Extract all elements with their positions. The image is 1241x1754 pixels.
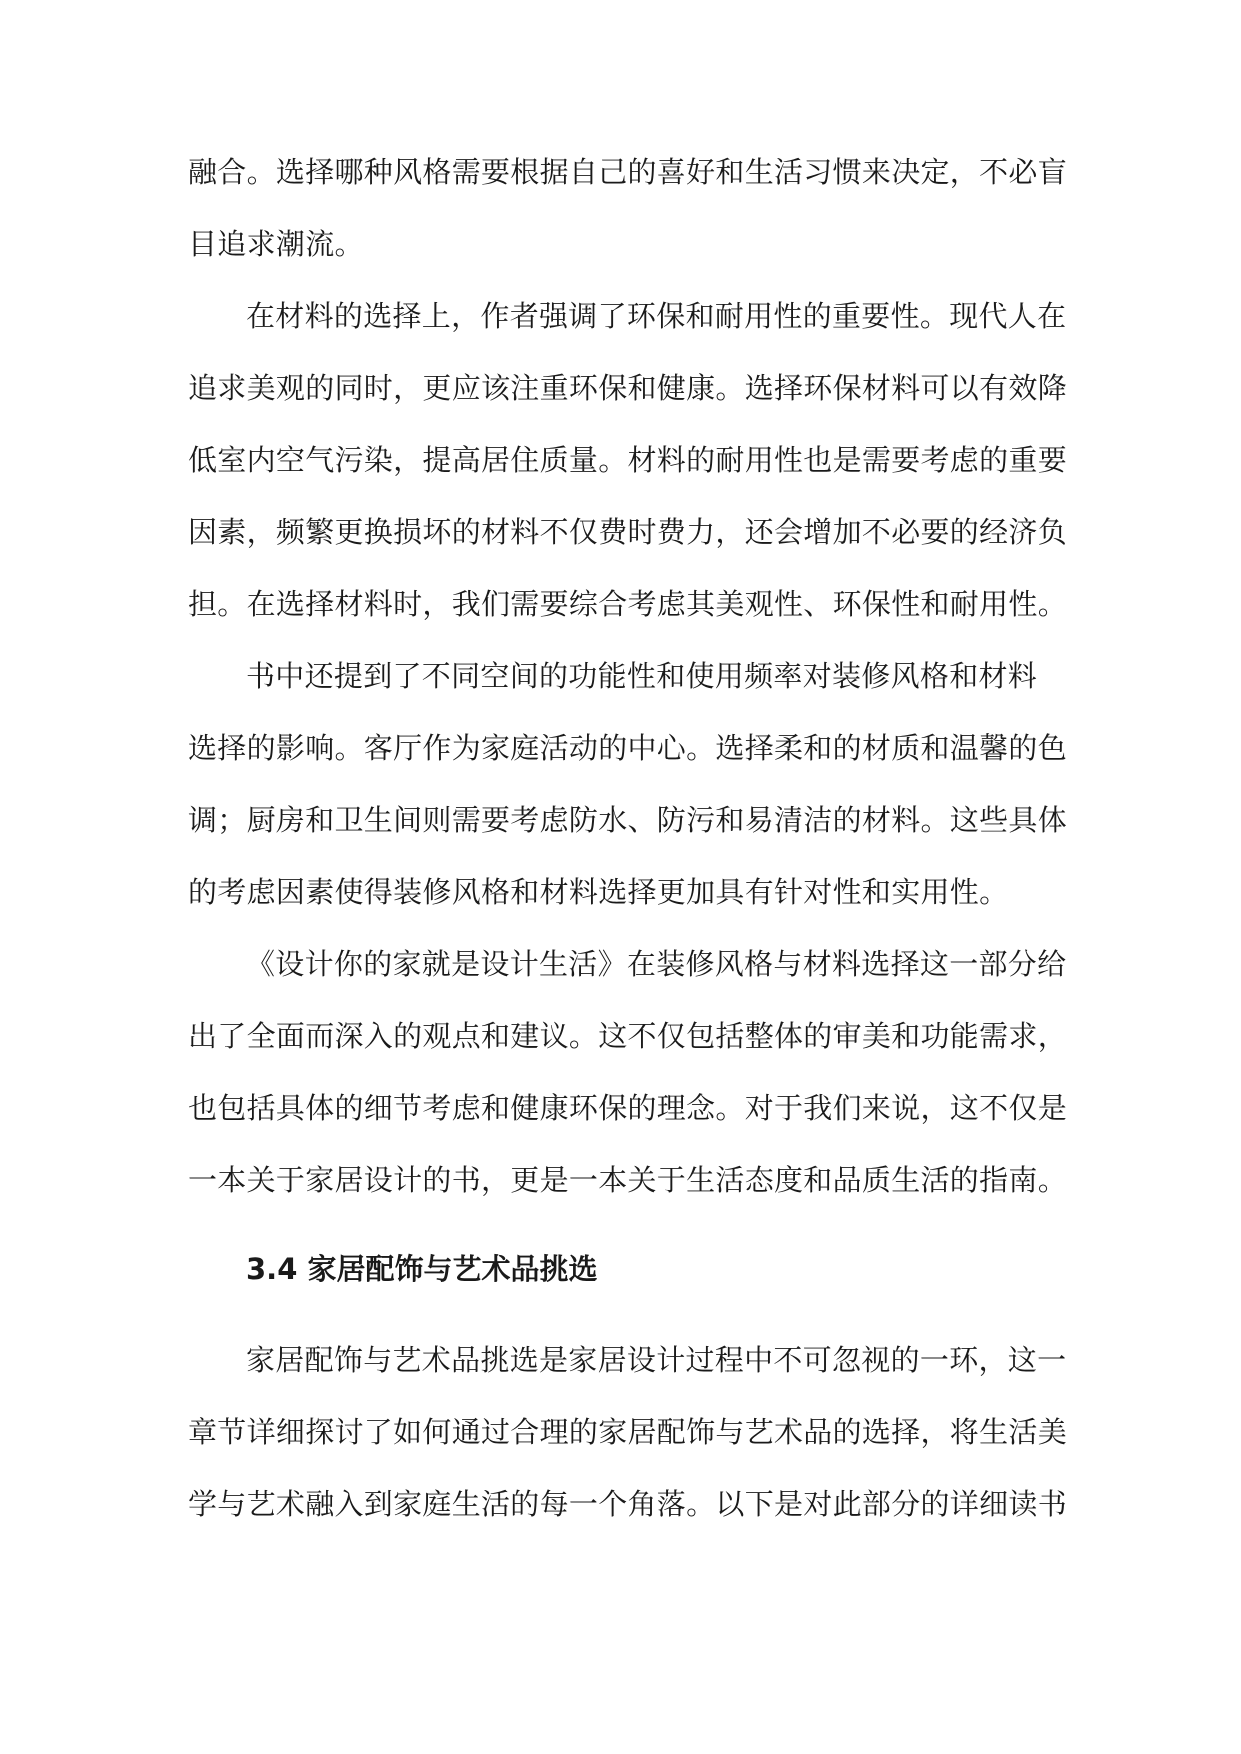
- text-line: 担。在选择材料时，我们需要综合考虑其美观性、环保性和耐用性。: [188, 587, 1068, 621]
- text-line: 出了全面而深入的观点和建议。这不仅包括整体的审美和功能需求，: [188, 1019, 1068, 1053]
- paragraph-first-line: 家居配饰与艺术品挑选是家居设计过程中不可忽视的一环，这一: [246, 1343, 1067, 1377]
- text-line: 目追求潮流。: [188, 227, 364, 261]
- section-heading: 3.4 家居配饰与艺术品挑选: [246, 1252, 598, 1286]
- paragraph-first-line: 书中还提到了不同空间的功能性和使用频率对装修风格和材料: [246, 659, 1038, 693]
- text-line: 一本关于家居设计的书，更是一本关于生活态度和品质生活的指南。: [188, 1163, 1068, 1197]
- text-line: 因素，频繁更换损坏的材料不仅费时费力，还会增加不必要的经济负: [188, 515, 1068, 549]
- text-line: 低室内空气污染，提高居住质量。材料的耐用性也是需要考虑的重要: [188, 443, 1068, 477]
- text-line: 选择的影响。客厅作为家庭活动的中心。选择柔和的材质和温馨的色: [188, 731, 1068, 765]
- paragraph-first-line: 在材料的选择上，作者强调了环保和耐用性的重要性。现代人在: [246, 299, 1067, 333]
- text-line: 章节详细探讨了如何通过合理的家居配饰与艺术品的选择，将生活美: [188, 1415, 1068, 1449]
- text-line: 调；厨房和卫生间则需要考虑防水、防污和易清洁的材料。这些具体: [188, 803, 1068, 837]
- text-line: 追求美观的同时，更应该注重环保和健康。选择环保材料可以有效降: [188, 371, 1068, 405]
- text-line: 也包括具体的细节考虑和健康环保的理念。对于我们来说，这不仅是: [188, 1091, 1068, 1125]
- text-line: 学与艺术融入到家庭生活的每一个角落。以下是对此部分的详细读书: [188, 1487, 1068, 1521]
- text-line: 的考虑因素使得装修风格和材料选择更加具有针对性和实用性。: [188, 875, 1009, 909]
- text-line: 融合。选择哪种风格需要根据自己的喜好和生活习惯来决定，不必盲: [188, 155, 1068, 189]
- paragraph-first-line: 《设计你的家就是设计生活》在装修风格与材料选择这一部分给: [246, 947, 1067, 981]
